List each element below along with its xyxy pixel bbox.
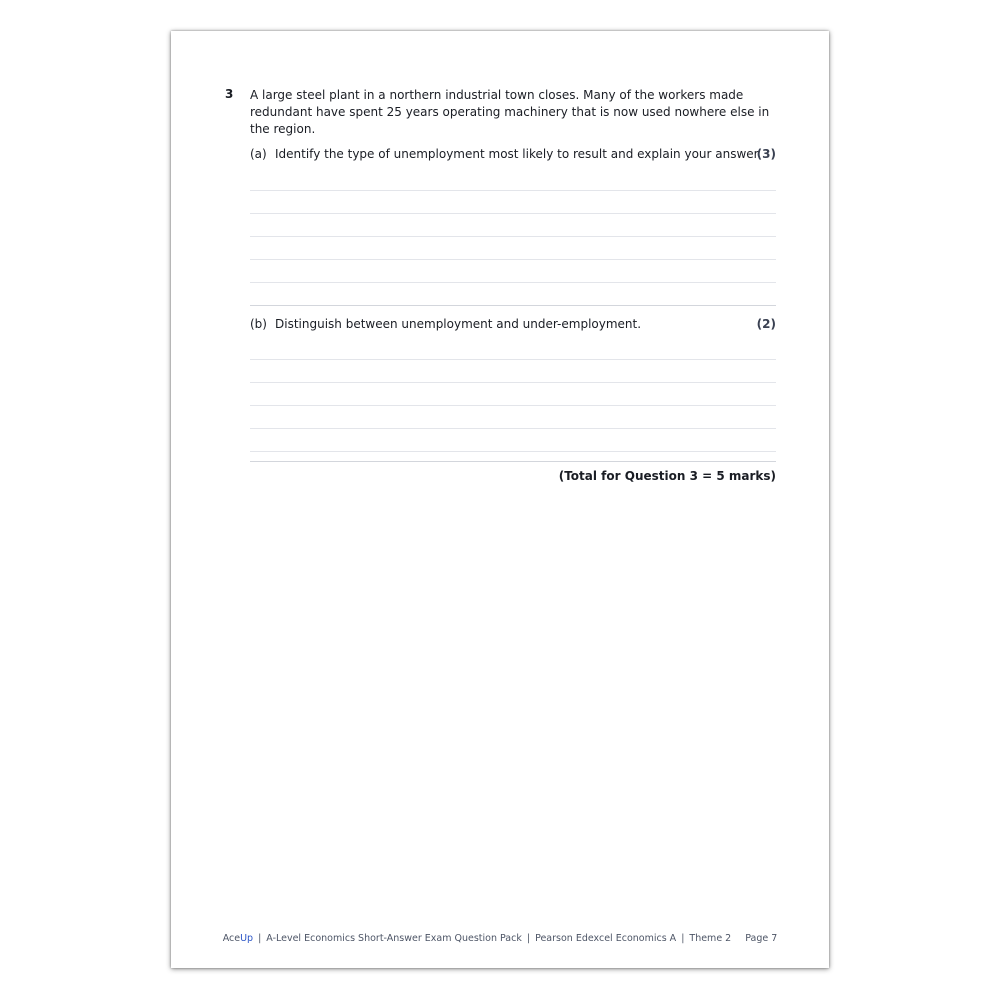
footer-theme: Theme 2 xyxy=(689,933,732,944)
footer-separator: | xyxy=(681,933,685,944)
question-total: (Total for Question 3 = 5 marks) xyxy=(558,469,776,483)
answer-line[interactable] xyxy=(250,236,776,237)
brand-ace: Ace xyxy=(222,933,241,944)
question-part-a xyxy=(250,146,776,163)
part-b-text: Distinguish between unemployment and under-employment. xyxy=(275,317,642,331)
answer-line[interactable] xyxy=(250,451,776,452)
answer-line[interactable] xyxy=(250,461,776,462)
question-stem: A large steel plant in a northern industrial town closes. Many of the workers made redundant have spent 25 years operating machinery that is now used nowhere else in the region. xyxy=(250,88,770,136)
brand-logo xyxy=(223,933,253,944)
part-a-text: Identify the type of unemployment most likely to result and explain your answer. xyxy=(275,147,762,161)
answer-line[interactable] xyxy=(250,190,776,191)
answer-line[interactable] xyxy=(250,382,776,383)
footer-exam-board: Pearson Edexcel Economics A xyxy=(535,933,677,944)
footer-separator: | xyxy=(258,933,262,944)
answer-line[interactable] xyxy=(250,259,776,260)
answer-line[interactable] xyxy=(250,282,776,283)
answer-line[interactable] xyxy=(250,359,776,360)
exam-page xyxy=(171,31,829,968)
part-b-marks: (2) xyxy=(756,317,776,331)
footer-pack-title: A-Level Economics Short-Answer Exam Question Pack xyxy=(266,933,522,944)
answer-line[interactable] xyxy=(250,428,776,429)
part-b-letter: (b) xyxy=(250,317,267,331)
brand-up: Up xyxy=(240,933,254,944)
page-footer xyxy=(171,933,829,944)
answer-line[interactable] xyxy=(250,305,776,306)
answer-line[interactable] xyxy=(250,405,776,406)
answer-line[interactable] xyxy=(250,213,776,214)
question-part-b xyxy=(250,316,776,333)
part-a-letter: (a) xyxy=(250,147,267,161)
question-number: 3 xyxy=(225,87,234,101)
part-a-marks: (3) xyxy=(756,147,776,161)
footer-separator: | xyxy=(526,933,531,944)
page-number: Page 7 xyxy=(745,933,778,944)
